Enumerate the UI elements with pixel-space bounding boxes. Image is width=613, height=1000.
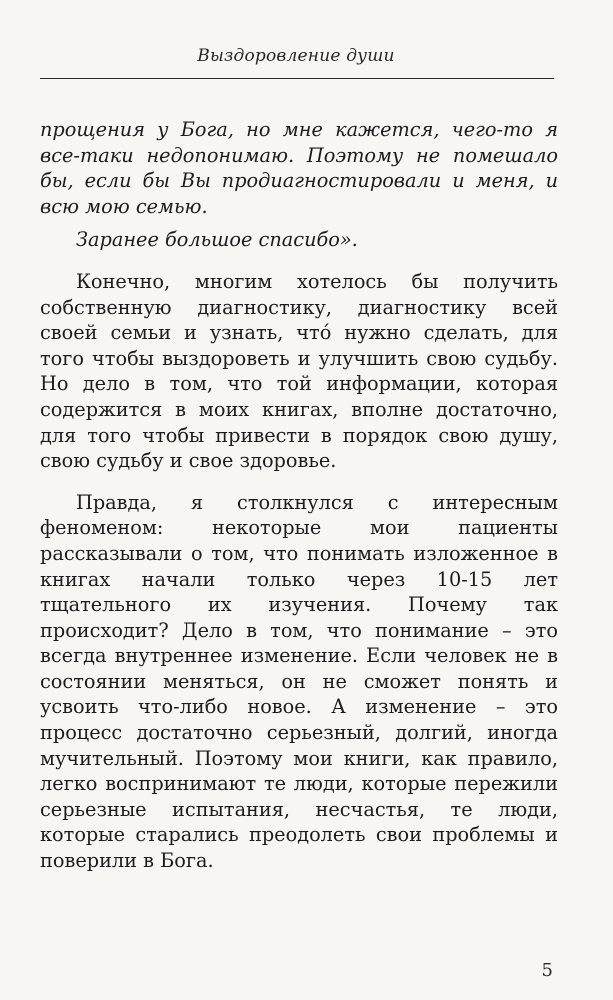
- page-number: 5: [541, 960, 553, 981]
- running-title: Выздоровление души: [197, 46, 395, 66]
- page-body: [40, 117, 558, 874]
- letter-closing: Заранее большое спасибо».: [76, 228, 358, 252]
- body-paragraph-1: Конечно, многим хотелось бы получить собственную диагностику, диагностику всей своей семьи и узнать, что́ нужно сделать, для того чтобы выздороветь и улучшить свою судьбу. Но дело в том, что той информации, которая содержится в моих книгах, вполне достаточно, для того чтобы привести в порядок свою душу, свою судьбу и свое здоровье.: [40, 269, 558, 473]
- header-divider: [40, 78, 554, 79]
- letter-continuation: прощения у Бога, но мне кажется, чего-то я все-таки недопонимаю. Поэтому не помешало бы, если бы Вы продиагностировали и меня, и всю мою семью.: [40, 118, 558, 218]
- body-paragraph-2: Правда, я столкнулся с интересным феноменом: некоторые мои пациенты рассказывали о том, что понимать изложенное в книгах начали только через 10-15 лет тщательного их изучения. Почему так происходит? Дело в том, что понимание – это всегда внутреннее изменение. Если человек не в состоянии меняться, он не сможет понять и усвоить что-либо новое. А изменение – это процесс достаточно серьезный, долгий, иногда мучительный. Поэтому мои книги, как правило, легко воспринимают те люди, которые пережили серьезные испытания, несчастья, те люди, которые старались преодолеть свои проблемы и поверили в Бога.: [40, 490, 558, 873]
